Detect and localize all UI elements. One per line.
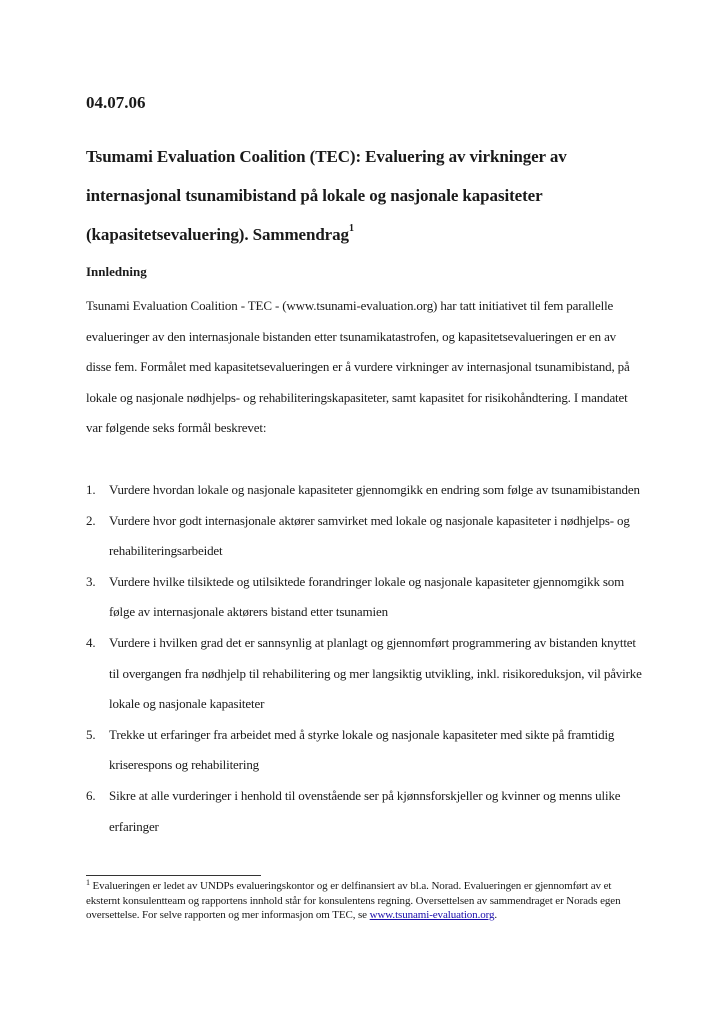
section-heading: Innledning (86, 264, 147, 279)
list-item-number: 3. (86, 573, 96, 589)
document-title (86, 137, 646, 254)
list-item-number: 6. (86, 787, 96, 803)
footnote-text: Evalueringen er ledet av UNDPs evalueringskontor og er delfinansiert av bl.a. Norad. Evalueringen er gjennomført av et eksternt konsulentteam og rapportens innhold står for konsulentens regning. Oversettelsen av sammendraget er Norads egen oversettelse. For selve rapporten og mer informasjon om TEC, se (86, 880, 621, 921)
intro-paragraph: Tsunami Evaluation Coalition - TEC - (www.tsunami-evaluation.org) har tatt initiativet til fem parallelle evalueringer av den internasjonale bistanden etter tsunamikatastrofen, og kapasitetsevalueringen er en av disse fem. Formålet med kapasitetsevalueringen er å vurdere virkninger av internasjonal tsunamibistand, på lokale og nasjonale nødhjelps- og rehabiliteringskapasiteter, samt kapasitet for risikohåndtering. I mandatet var følgende seks formål beskrevet: (86, 298, 630, 436)
list-item-text: Vurdere i hvilken grad det er sannsynlig at planlagt og gjennomført programmering av bistanden knyttet til overgangen fra nødhjelp til rehabilitering og mer langsiktig utvikling, inkl. risikoreduksjon, vil påvirke lokale og nasjonale kapasiteter (109, 634, 642, 712)
list-item-number: 1. (86, 482, 96, 497)
list-item (86, 506, 646, 567)
list-item-text: Trekke ut erfaringer fra arbeidet med å styrke lokale og nasjonale kapasiteter med sikte på framtidig kriserespons og rehabilitering (109, 726, 615, 773)
footnote (86, 879, 638, 923)
document-date: 04.07.06 (86, 93, 146, 112)
footnote-marker: 1 (86, 878, 90, 887)
list-item-text: Sikre at alle vurderinger i henhold til ovenstående ser på kjønnsforskjeller og kvinner og menns ulike erfaringer (109, 787, 621, 834)
list-item-text: Vurdere hvordan lokale og nasjonale kapasiteter gjennomgikk en endring som følge av tsunamibistanden (109, 482, 640, 497)
list-item-number: 2. (86, 512, 96, 528)
list-item-number: 5. (86, 726, 96, 742)
list-item (86, 475, 646, 506)
list-item-text: Vurdere hvilke tilsiktede og utilsiktede forandringer lokale og nasjonale kapasiteter gjennomgikk som følge av internasjonale aktørers bistand etter tsunamien (109, 573, 625, 620)
list-item (86, 720, 646, 781)
list-item (86, 781, 646, 842)
list-item-text: Vurdere hvor godt internasjonale aktører samvirket med lokale og nasjonale kapasiteter i nødhjelps- og rehabiliteringsarbeidet (109, 512, 630, 559)
tec-website-link[interactable]: www.tsunami-evaluation.org (369, 909, 495, 921)
footnote-divider (86, 875, 261, 876)
list-item-number: 4. (86, 634, 96, 650)
purpose-list (86, 475, 646, 842)
title-footnote-ref: 1 (348, 223, 354, 234)
document-title-text: Tsumami Evaluation Coalition (TEC): Evaluering av virkninger av internasjonal tsunamibistand på lokale og nasjonale kapasiteter (kapasitetsevaluering). Sammendrag (86, 147, 567, 244)
list-item (86, 567, 646, 628)
footnote-end: . (494, 909, 498, 921)
list-item (86, 628, 646, 720)
